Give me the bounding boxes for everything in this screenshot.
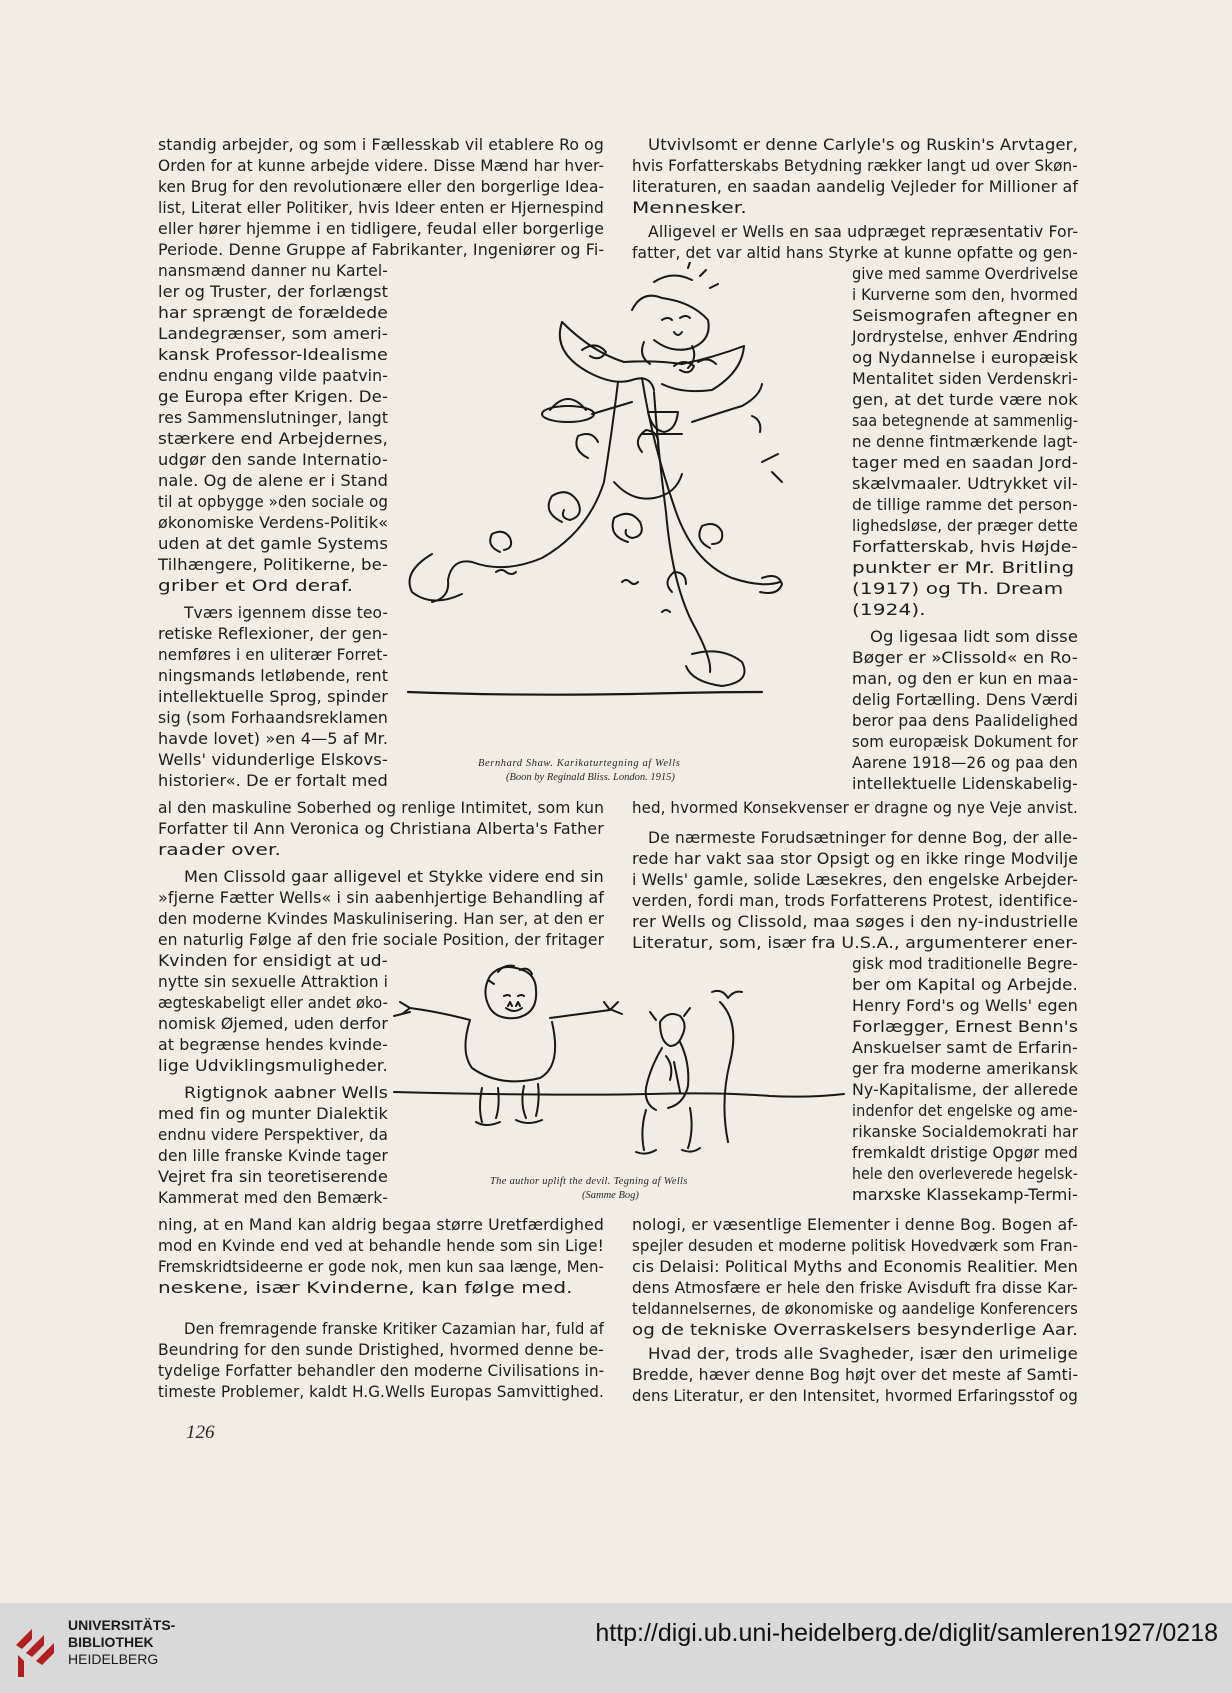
text-line: ler og Truster, der forlængst: [158, 282, 389, 301]
text-line: fatter, det var altid hans Styrke at kunne opfatte og gen-: [632, 243, 1078, 262]
text-line: Mentalitet siden Verdenskri-: [852, 369, 1079, 388]
text-line: ægteskabeligt eller andet øko-: [158, 993, 389, 1012]
text-line: kansk Professor-Idealisme: [158, 345, 388, 364]
author-uplift-devil-illustration: [390, 962, 850, 1176]
text-line: sig (som Forhaandsreklamen: [158, 708, 388, 727]
text-line: Seismografen aftegner en: [852, 306, 1079, 325]
text-line: hvis Forfatterskabs Betydning rækker langt ud over Skøn-: [632, 156, 1078, 175]
text-line: fremkaldt dristige Opgør med: [852, 1143, 1078, 1162]
text-line: gisk mod traditionelle Begre-: [852, 954, 1079, 973]
text-line: rede har vakt saa stor Opsigt og en ikke ringe Modvilje: [632, 849, 1079, 868]
text-line: ber om Kapital og Arbejde.: [852, 975, 1078, 994]
text-line: Mennesker.: [632, 198, 747, 217]
text-line: nologi, er væsentlige Elementer i denne Bog. Bogen af-: [632, 1215, 1078, 1234]
text-line: (1917) og Th. Dream: [852, 579, 1064, 598]
text-line: Bredde, hæver denne Bog højt over det meste af Samti-: [632, 1365, 1079, 1384]
text-line: al den maskuline Soberhed og renlige Intimitet, som kun: [158, 798, 605, 817]
source-url-link[interactable]: http://digi.ub.uni-heidelberg.de/diglit/samleren1927/0218: [595, 1619, 1218, 1647]
text-line: Jordrystelse, enhver Ændring: [852, 327, 1078, 346]
text-line: Fremskridtsideerne er gode nok, men kun saa længe, Men-: [158, 1257, 604, 1276]
text-line: (1924).: [852, 600, 926, 619]
text-line: dens Literatur, er den Intensitet, hvormed Erfaringsstof og: [632, 1386, 1078, 1405]
text-line: stærkere end Arbejdernes,: [158, 429, 389, 448]
text-line: Forlægger, Ernest Benn's: [852, 1017, 1079, 1036]
text-line: cis Delaisi: Political Myths and Economis Realitier. Men: [632, 1257, 1078, 1276]
text-line: Landegrænser, som ameri-: [158, 324, 388, 343]
text-line: nytte sin sexuelle Attraktion i: [158, 972, 389, 991]
text-line: standig arbejder, og som i Fællesskab vil etablere Ro og: [158, 135, 604, 154]
text-line: i Kurverne som den, hvormed: [852, 285, 1079, 304]
footer-bar: [0, 1603, 1232, 1693]
text-line: Den fremragende franske Kritiker Cazamian har, fuld af: [184, 1319, 604, 1338]
text-line: Men Clissold gaar alligevel et Stykke videre end sin: [184, 867, 604, 886]
text-line: ne denne fintmærkende lagt-: [852, 432, 1078, 451]
text-line: neskene, især Kvinderne, kan følge med.: [158, 1278, 573, 1297]
text-line: timeste Problemer, kaldt H.G.Wells Europas Samvittighed.: [158, 1382, 604, 1401]
text-line: spejler desuden et moderne politisk Hovedværk som Fran-: [632, 1236, 1079, 1255]
text-line: ger fra moderne amerikansk: [852, 1059, 1079, 1078]
text-line: de tillige ramme det person-: [852, 495, 1078, 514]
text-line: økonomiske Verdens-Politik«: [158, 513, 389, 532]
text-line: »fjerne Fætter Wells« i sin aabenhjertige Behandling af: [158, 888, 604, 907]
figure-caption: Bernhard Shaw. Karikaturtegning af Wells: [478, 758, 681, 769]
library-name-line: UNIVERSITÄTS-: [68, 1617, 176, 1633]
text-line: hed, hvormed Konsekvenser er dragne og nye Veje anvist.: [632, 798, 1078, 817]
text-line: til at opbygge »den sociale og: [158, 492, 389, 511]
text-line: endnu engang vilde paatvin-: [158, 366, 389, 385]
text-line: historier«. De er fortalt med: [158, 771, 388, 790]
text-line: gen, at det turde være nok: [852, 390, 1078, 409]
text-line: retiske Reflexioner, der gen-: [158, 624, 389, 643]
text-line: intellektuelle Sprog, spinder: [158, 687, 389, 706]
text-line: nomisk Øjemed, uden derfor: [158, 1014, 388, 1033]
text-line: Ny-Kapitalisme, der allerede: [852, 1080, 1079, 1099]
text-line: endnu videre Perspektiver, da: [158, 1125, 388, 1144]
text-line: griber et Ord deraf.: [158, 576, 354, 595]
text-line: raader over.: [158, 840, 281, 859]
text-line: Rigtignok aabner Wells: [184, 1083, 388, 1102]
text-line: dens Atmosfære er hele den friske Avisduft fra disse Kar-: [632, 1278, 1078, 1297]
text-line: delig Fortælling. Dens Værdi: [852, 690, 1078, 709]
text-line: Beundring for den sunde Dristighed, hvormed denne be-: [158, 1340, 604, 1359]
text-line: intellektuelle Lidenskabelig-: [852, 774, 1079, 793]
text-line: nemføres i en uliterær Forret-: [158, 645, 388, 664]
text-line: saa betegnende at sammenlig-: [852, 411, 1079, 430]
text-line: res Sammenslutninger, langt: [158, 408, 389, 427]
text-line: havde lovet) »en 4—5 af Mr.: [158, 729, 389, 748]
text-line: og Nydannelse i europæisk: [852, 348, 1078, 367]
text-line: Orden for at kunne arbejde videre. Disse Mænd har hver-: [158, 156, 605, 175]
text-line: beror paa dens Paalidelighed: [852, 711, 1079, 730]
text-line: ning, at en Mand kan aldrig begaa større Uretfærdighed: [158, 1215, 604, 1234]
text-line: ningsmands letløbende, rent: [158, 666, 389, 685]
text-line: nale. Og de alene er i Stand: [158, 471, 389, 490]
text-line: literaturen, en saadan aandelig Vejleder for Millioner af: [632, 177, 1079, 196]
text-line: at begrænse hendes kvinde-: [158, 1035, 388, 1054]
text-line: har sprængt de forældede: [158, 303, 388, 322]
text-line: teldannelsernes, de økonomiske og aandelige Konferencers: [632, 1299, 1078, 1318]
text-line: Aarene 1918—26 og paa den: [852, 753, 1078, 772]
text-line: mod en Kvinde end ved at behandle hende som sin Lige!: [158, 1236, 604, 1255]
text-line: eller hører hjemme i en tidligere, feudal eller borgerlige: [158, 219, 605, 238]
figure-caption: (Samme Bog): [582, 1190, 639, 1201]
text-line: den lille franske Kvinde tager: [158, 1146, 388, 1165]
library-name: [68, 1617, 175, 1668]
text-line: tager med en saadan Jord-: [852, 453, 1079, 472]
text-line: nansmænd danner nu Kartel-: [158, 261, 388, 280]
text-line: rikanske Socialdemokrati har: [852, 1122, 1079, 1141]
text-line: uden at det gamle Systems: [158, 534, 389, 553]
text-line: som europæisk Dokument for: [852, 732, 1078, 751]
text-line: en naturlig Følge af den frie sociale Position, der fritager: [158, 930, 605, 949]
text-line: ge Europa efter Krigen. De-: [158, 387, 389, 406]
text-line: Vejret fra sin teoretiserende: [158, 1167, 388, 1186]
library-name-line: BIBLIOTHEK: [68, 1634, 154, 1650]
page-number: 126: [186, 1422, 215, 1443]
text-line: Hvad der, trods alle Svagheder, især den urimelige: [648, 1344, 1078, 1363]
figure-caption: The author uplift the devil. Tegning af Wells: [490, 1176, 688, 1187]
text-line: lighedsløse, der præger dette: [852, 516, 1078, 535]
text-line: Forfatter til Ann Veronica og Christiana Alberta's Father: [158, 819, 604, 838]
text-line: lige Udviklingsmuligheder.: [158, 1056, 388, 1075]
text-line: Bøger er »Clissold« en Ro-: [852, 648, 1078, 667]
text-line: give med samme Overdrivelse: [852, 264, 1079, 283]
text-line: Kammerat med den Bemærk-: [158, 1188, 388, 1207]
text-line: den moderne Kvindes Maskulinisering. Han ser, at den er: [158, 909, 605, 928]
text-line: hele den overleverede hegelsk-: [852, 1164, 1078, 1183]
text-line: Henry Ford's og Wells' egen: [852, 996, 1078, 1015]
text-line: Literatur, som, især fra U.S.A., argumenterer ener-: [632, 933, 1078, 952]
text-line: man, og den er kun en maa-: [852, 669, 1079, 688]
shaw-caricature-illustration: [392, 262, 852, 754]
text-line: verden, fordi man, trods Forfatterens Protest, identifice-: [632, 891, 1078, 910]
text-line: Forfatterskab, hvis Højde-: [852, 537, 1078, 556]
text-line: ken Brug for den revolutionære eller den borgerlige Idea-: [158, 177, 605, 196]
text-line: Periode. Denne Gruppe af Fabrikanter, Ingeniører og Fi-: [158, 240, 605, 259]
text-line: Tværs igennem disse teo-: [184, 603, 389, 622]
text-line: i Wells' gamle, solide Læsekres, den engelske Arbejder-: [632, 870, 1079, 889]
text-line: med fin og munter Dialektik: [158, 1104, 388, 1123]
text-line: marxske Klassekamp-Termi-: [852, 1185, 1078, 1204]
text-line: tydelige Forfatter behandler den moderne Civilisations in-: [158, 1361, 605, 1380]
text-line: rer Wells og Clissold, maa søges i den ny-industrielle: [632, 912, 1079, 931]
text-line: Kvinden for ensidigt at ud-: [158, 951, 388, 970]
text-line: skælvmaaler. Udtrykket vil-: [852, 474, 1078, 493]
text-line: list, Literat eller Politiker, hvis Ideer enten er Hjernespind: [158, 198, 604, 217]
text-line: og de tekniske Overraskelsers besynderlige Aar.: [632, 1320, 1079, 1339]
text-line: Alligevel er Wells en saa udpræget repræsentativ For-: [648, 222, 1079, 241]
text-line: Anskuelser samt de Erfarin-: [852, 1038, 1078, 1057]
figure-caption: (Boon by Reginald Bliss. London. 1915): [506, 772, 675, 783]
library-name-line: HEIDELBERG: [68, 1651, 159, 1667]
text-line: Og ligesaa lidt som disse: [870, 627, 1079, 646]
text-line: indenfor det engelske og ame-: [852, 1101, 1078, 1120]
text-line: punkter er Mr. Britling: [852, 558, 1075, 577]
text-line: Utvivlsomt er denne Carlyle's og Ruskin's Arvtager,: [648, 135, 1078, 154]
text-line: Wells' vidunderlige Elskovs-: [158, 750, 388, 769]
text-line: Tilhængere, Politikerne, be-: [158, 555, 389, 574]
text-line: De nærmeste Forudsætninger for denne Bog, der alle-: [648, 828, 1078, 847]
text-line: udgør den sande Internatio-: [158, 450, 388, 469]
university-library-logo-icon[interactable]: [14, 1615, 60, 1679]
